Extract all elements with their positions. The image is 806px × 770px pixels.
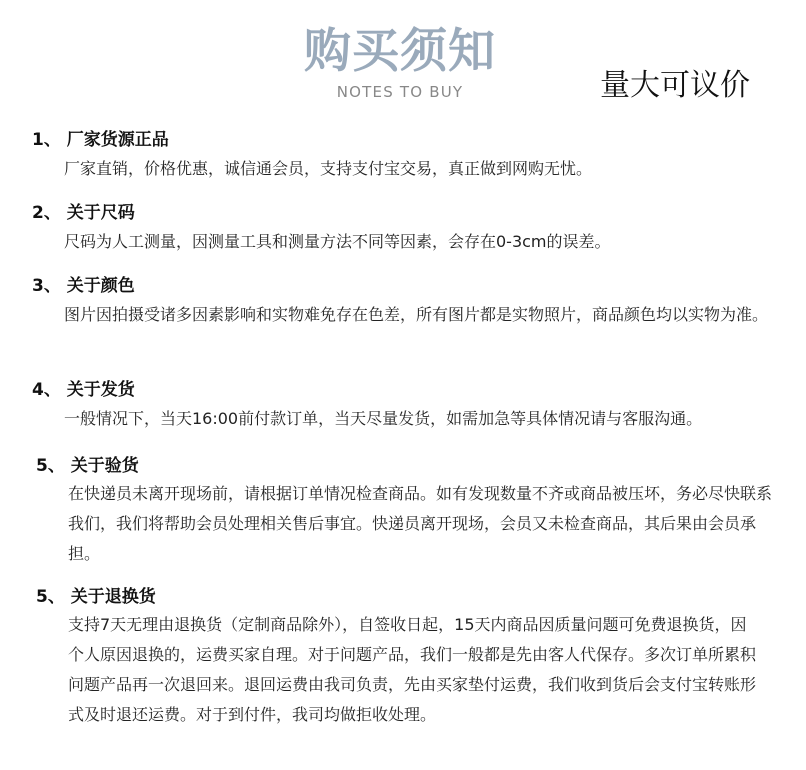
section-title-color: 3、 关于颜色	[32, 276, 135, 296]
section-title-genuine-source: 1、 厂家货源正品	[32, 130, 169, 150]
section-body-color: 图片因拍摄受诸多因素影响和实物难免存在色差，所有图片都是实物照片，商品颜色均以实物为准。	[64, 305, 769, 324]
page-subtitle: NOTES TO BUY	[336, 83, 464, 101]
section-body-shipping: 一般情况下，当天16:00前付款订单，当天尽量发货，如需加急等具体情况请与客服沟通。	[64, 409, 703, 428]
section-title-returns: 5、 关于退换货	[36, 587, 156, 607]
section-title-inspection: 5、 关于验货	[36, 456, 139, 476]
section-title-shipping: 4、 关于发货	[32, 380, 135, 400]
section-body-genuine-source: 厂家直销，价格优惠，诚信通会员，支持支付宝交易，真正做到网购无忧。	[64, 159, 593, 178]
bulk-price-note: 量大可议价	[600, 68, 750, 103]
section-body-inspection: 在快递员未离开现场前，请根据订单情况检查商品。如有发现数量不齐或商品被压坏，务必尽快联系我们，我们将帮助会员处理相关售后事宜。快递员离开现场，会员又未检查商品，其后果由会员承担。	[68, 484, 773, 563]
header	[0, 0, 806, 120]
section-body-returns: 支持7天无理由退换货（定制商品除外），自签收日起，15天内商品因质量问题可免费退换货，因个人原因退换的，运费买家自理。对于问题产品，我们一般都是先由客人代保存。多次订单所累积问题产品再一次退回来。退回运费由我司负责，先由买家垫付运费，我们收到货后会支付宝转账形式及时退还运费。对于到付件，我司均做拒收处理。	[68, 615, 757, 724]
section-body-size: 尺码为人工测量，因测量工具和测量方法不同等因素，会存在0-3cm的误差。	[64, 232, 611, 251]
section-title-size: 2、 关于尺码	[32, 203, 135, 223]
page-title: 购买须知	[304, 24, 496, 79]
